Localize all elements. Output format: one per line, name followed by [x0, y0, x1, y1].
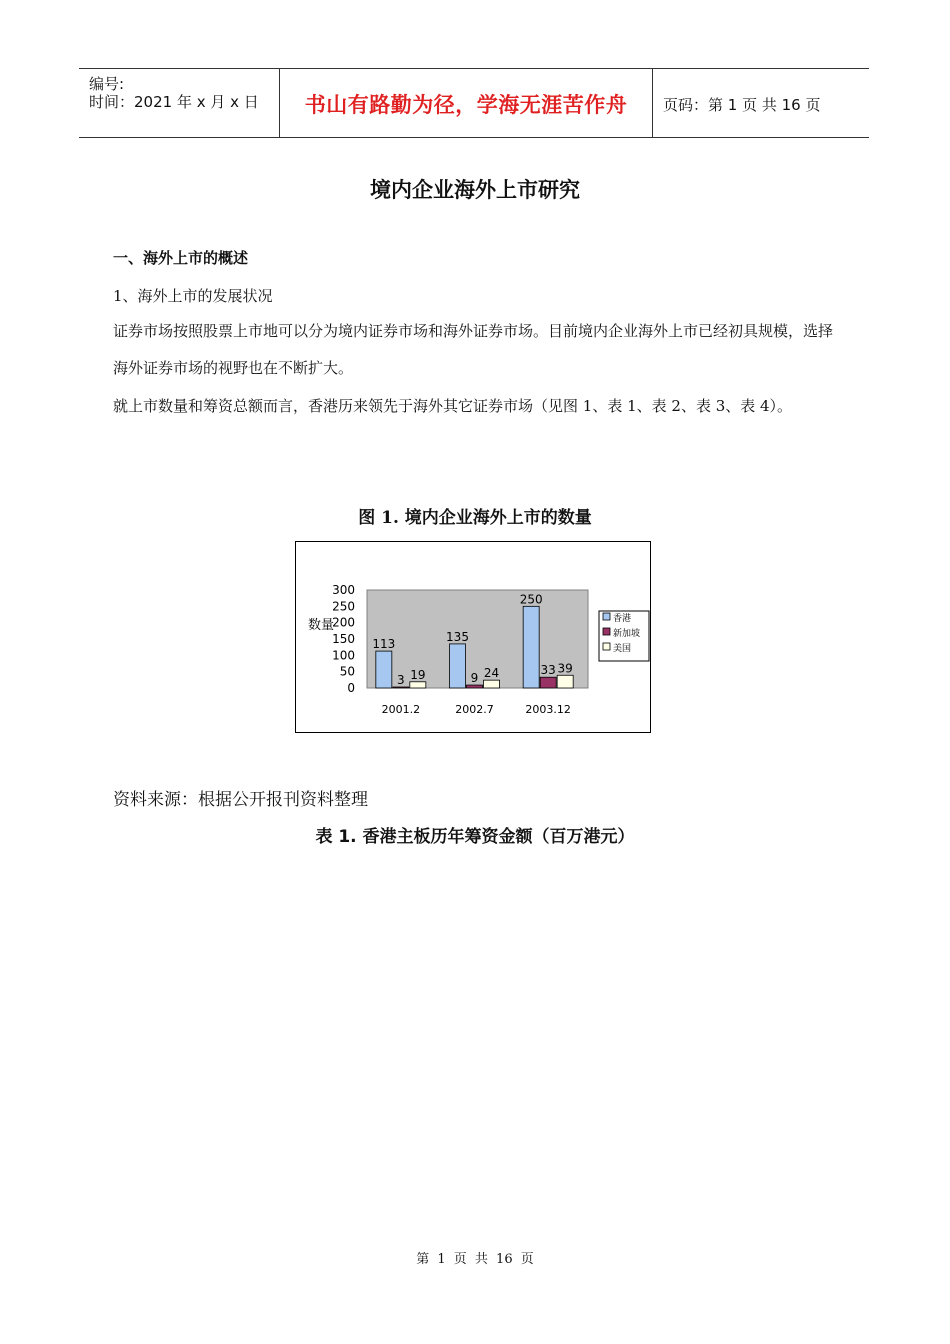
data-label: 3	[397, 673, 405, 688]
bar	[393, 687, 409, 688]
y-axis-label: 数量	[308, 618, 335, 633]
legend-label: 美国	[613, 644, 632, 654]
paragraph-1: 证券市场按照股票上市地可以分为境内证券市场和海外证券市场。目前境内企业海外上市已经初具规模，选择海外证券市场的视野也在不断扩大。	[113, 322, 834, 377]
x-tick-label: 2002.7	[455, 703, 494, 716]
legend-swatch	[603, 613, 610, 620]
bar	[484, 680, 500, 688]
legend-swatch	[603, 643, 610, 650]
data-label: 9	[470, 671, 479, 686]
legend-label: 新加坡	[613, 629, 641, 639]
header-info-cell	[79, 69, 280, 137]
x-tick-label: 2001.2	[381, 703, 421, 716]
paragraph-2: 就上市数量和筹资总额而言，香港历来领先于海外其它证券市场（见图 1、表 1、表 2、表 3、表 4）。	[113, 397, 793, 415]
bar	[523, 606, 539, 688]
page-label: 页码：第 1 页 共 16 页	[663, 96, 821, 114]
section-heading: 一、海外上市的概述	[113, 249, 249, 267]
y-tick-label: 150	[332, 632, 355, 646]
bar-chart	[295, 541, 651, 733]
bar	[410, 682, 426, 688]
data-label: 135	[446, 629, 469, 644]
data-label: 24	[483, 666, 500, 681]
data-label: 33	[540, 663, 556, 678]
document-header	[79, 68, 869, 138]
header-page-cell	[653, 69, 869, 137]
y-tick-label: 300	[332, 583, 355, 597]
data-label: 39	[557, 661, 573, 676]
motto: 书山有路勤为径，学海无涯苦作舟	[304, 93, 628, 117]
bar	[450, 644, 466, 688]
source-note: 资料来源：根据公开报刊资料整理	[113, 790, 368, 810]
data-label: 250	[519, 592, 543, 607]
time-label: 时间：2021 年 x 月 x 日	[89, 93, 259, 111]
bar	[467, 685, 483, 688]
bar	[557, 675, 573, 688]
sub-heading: 1、海外上市的发展状况	[113, 287, 273, 305]
bar	[540, 677, 556, 688]
header-motto-cell	[280, 69, 653, 137]
y-tick-label: 100	[332, 648, 355, 663]
page-footer: 第 1 页 共 16 页	[416, 1252, 534, 1267]
document-title: 境内企业海外上市研究	[370, 178, 580, 202]
legend-swatch	[603, 628, 610, 635]
number-label: 编号:	[89, 75, 125, 93]
data-label: 113	[372, 637, 396, 652]
y-tick-label: 200	[332, 615, 355, 630]
legend-label: 香港	[613, 614, 632, 624]
y-tick-label: 50	[339, 664, 355, 679]
y-tick-label: 0	[347, 681, 355, 695]
data-label: 19	[410, 667, 426, 682]
y-tick-label: 250	[332, 599, 355, 614]
x-tick-label: 2003.12	[525, 703, 571, 716]
bar	[376, 651, 392, 688]
table-caption: 表 1. 香港主板历年筹资金额（百万港元）	[315, 827, 635, 847]
figure-caption: 图 1. 境内企业海外上市的数量	[358, 508, 592, 528]
